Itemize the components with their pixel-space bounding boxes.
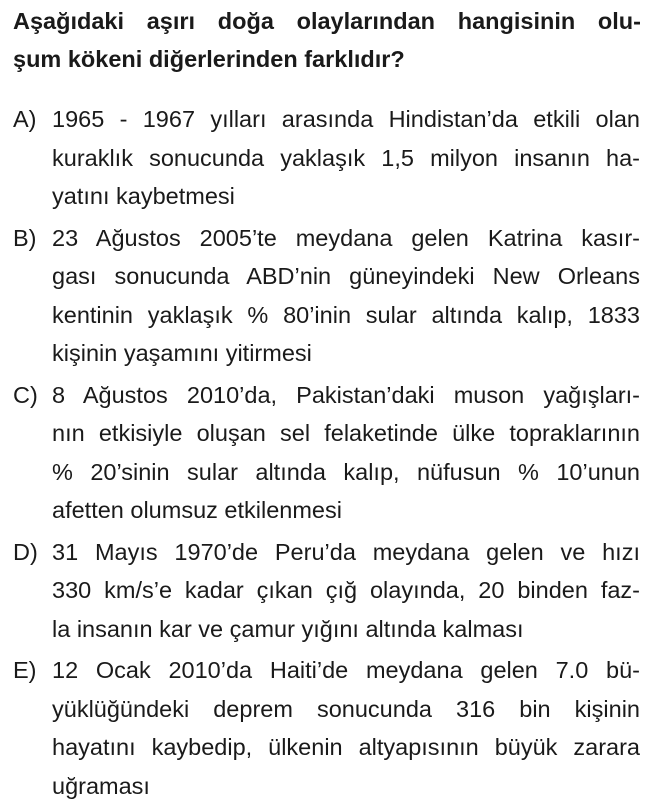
- option-line: kentinin yaklaşık % 80’inin sular altında kalıp, 1833: [52, 301, 640, 328]
- option-e[interactable]: [0, 651, 648, 805]
- option-line: yüklüğündeki deprem sonucunda 316 bin kişinin: [52, 695, 640, 722]
- question-line: şum kökeni diğerlerinden farklıdır?: [13, 46, 405, 72]
- option-line: nın etkisiyle oluşan sel felaketinde ülke topraklarının: [52, 420, 640, 446]
- option-line: yatını kaybetmesi: [52, 183, 235, 209]
- option-text: [52, 219, 640, 373]
- option-text: [52, 533, 640, 649]
- option-line: hayatını kaybedip, ülkenin altyapısının büyük zarara: [52, 734, 640, 760]
- option-line: % 20’sinin sular altında kalıp, nüfusun % 10’unun: [52, 458, 640, 485]
- option-letter: E): [13, 657, 37, 683]
- answer-options: [0, 100, 648, 808]
- option-d[interactable]: [0, 533, 648, 649]
- option-letter: A): [13, 106, 37, 132]
- option-line: 1965 - 1967 yılları arasında Hindistan’da etkili olan: [52, 106, 640, 132]
- option-line: 12 Ocak 2010’da Haiti’de meydana gelen 7.0 bü-: [52, 657, 640, 683]
- option-letter: B): [13, 224, 37, 251]
- option-line: kuraklık sonucunda yaklaşık 1,5 milyon insanın ha-: [52, 144, 640, 171]
- question-stem: [13, 2, 641, 78]
- option-line: gası sonucunda ABD’nin güneyindeki New Orleans: [52, 263, 640, 289]
- option-line: la insanın kar ve çamur yığını altında kalması: [52, 615, 524, 642]
- option-line: afetten olumsuz etkilenmesi: [52, 497, 342, 523]
- option-line: 330 km/s’e kadar çıkan çığ olayında, 20 binden faz-: [52, 577, 640, 603]
- option-text: [52, 376, 640, 530]
- option-a[interactable]: [0, 100, 648, 216]
- option-b[interactable]: [0, 219, 648, 373]
- option-line: 31 Mayıs 1970’de Peru’da meydana gelen ve hızı: [52, 538, 640, 565]
- option-line: uğraması: [52, 772, 150, 799]
- option-letter: D): [13, 538, 38, 565]
- option-c[interactable]: [0, 376, 648, 530]
- option-line: 23 Ağustos 2005’te meydana gelen Katrina kasır-: [52, 224, 640, 251]
- option-text: [52, 651, 640, 805]
- option-line: kişinin yaşamını yitirmesi: [52, 340, 312, 366]
- option-letter: C): [13, 381, 38, 408]
- question-line: Aşağıdaki aşırı doğa olaylarından hangisinin olu-: [13, 8, 641, 34]
- option-line: 8 Ağustos 2010’da, Pakistan’daki muson yağışları-: [52, 381, 640, 408]
- option-text: [52, 100, 640, 216]
